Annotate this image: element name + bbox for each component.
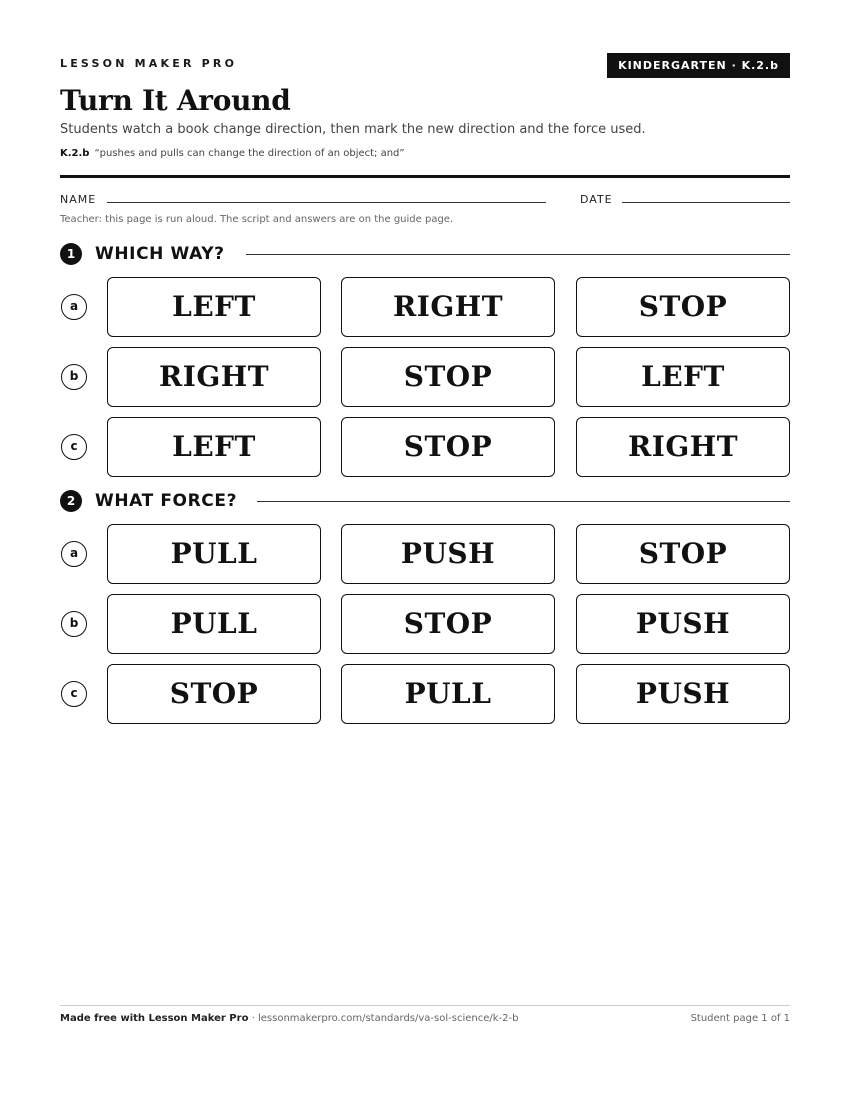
choice-box[interactable]: STOP (341, 417, 555, 477)
row-letter: b (61, 364, 87, 390)
choice-box[interactable]: STOP (341, 347, 555, 407)
choice-box[interactable]: RIGHT (107, 347, 321, 407)
choice-box[interactable]: LEFT (576, 347, 790, 407)
section-number: 1 (60, 243, 82, 265)
choice-box[interactable]: RIGHT (576, 417, 790, 477)
choice-box[interactable]: STOP (576, 524, 790, 584)
page-subtitle: Students watch a book change direction, then mark the new direction and the force used. (60, 122, 646, 137)
footer-url[interactable]: · lessonmakerpro.com/standards/va-sol-science/k-2-b (251, 1013, 519, 1024)
grade-badge: KINDERGARTEN · K.2.b (607, 53, 790, 78)
section-title: WHICH WAY? (95, 244, 225, 264)
header-divider (60, 175, 790, 178)
footer-divider (60, 1005, 790, 1006)
section-rule (246, 254, 790, 255)
footer-page-number: Student page 1 of 1 (690, 1013, 790, 1024)
row-letter: a (61, 541, 87, 567)
choice-box[interactable]: PUSH (576, 664, 790, 724)
row-letter: c (61, 681, 87, 707)
footer-credit (60, 1013, 518, 1024)
section-which-way (60, 243, 790, 265)
question-row (60, 347, 790, 407)
section-rule (257, 501, 790, 502)
footer-made-with: Made free with Lesson Maker Pro (60, 1013, 249, 1024)
choice-box[interactable]: RIGHT (341, 277, 555, 337)
teacher-note: Teacher: this page is run aloud. The script and answers are on the guide page. (60, 214, 454, 225)
question-row (60, 417, 790, 477)
question-row (60, 524, 790, 584)
row-letter: a (61, 294, 87, 320)
row-letter: b (61, 611, 87, 637)
brand-name: LESSON MAKER PRO (60, 57, 238, 70)
section-what-force (60, 490, 790, 512)
page-title: Turn It Around (60, 84, 291, 117)
section-number: 2 (60, 490, 82, 512)
choice-box[interactable]: PUSH (576, 594, 790, 654)
standard-code: K.2.b (60, 148, 90, 159)
question-row (60, 664, 790, 724)
choice-box[interactable]: LEFT (107, 277, 321, 337)
standard-line (60, 148, 405, 159)
choice-box[interactable]: STOP (341, 594, 555, 654)
question-row (60, 277, 790, 337)
choice-box[interactable]: PULL (107, 524, 321, 584)
choice-box[interactable]: PULL (107, 594, 321, 654)
choice-box[interactable]: STOP (107, 664, 321, 724)
question-row (60, 594, 790, 654)
choice-box[interactable]: STOP (576, 277, 790, 337)
standard-text: “pushes and pulls can change the direction of an object; and” (94, 148, 405, 159)
choice-box[interactable]: PUSH (341, 524, 555, 584)
date-field[interactable] (622, 202, 790, 203)
choice-box[interactable]: LEFT (107, 417, 321, 477)
name-field[interactable] (107, 202, 546, 203)
choice-box[interactable]: PULL (341, 664, 555, 724)
worksheet-page (60, 0, 790, 1100)
name-label: NAME (60, 193, 97, 206)
section-title: WHAT FORCE? (95, 491, 238, 511)
date-label: DATE (580, 193, 613, 206)
row-letter: c (61, 434, 87, 460)
